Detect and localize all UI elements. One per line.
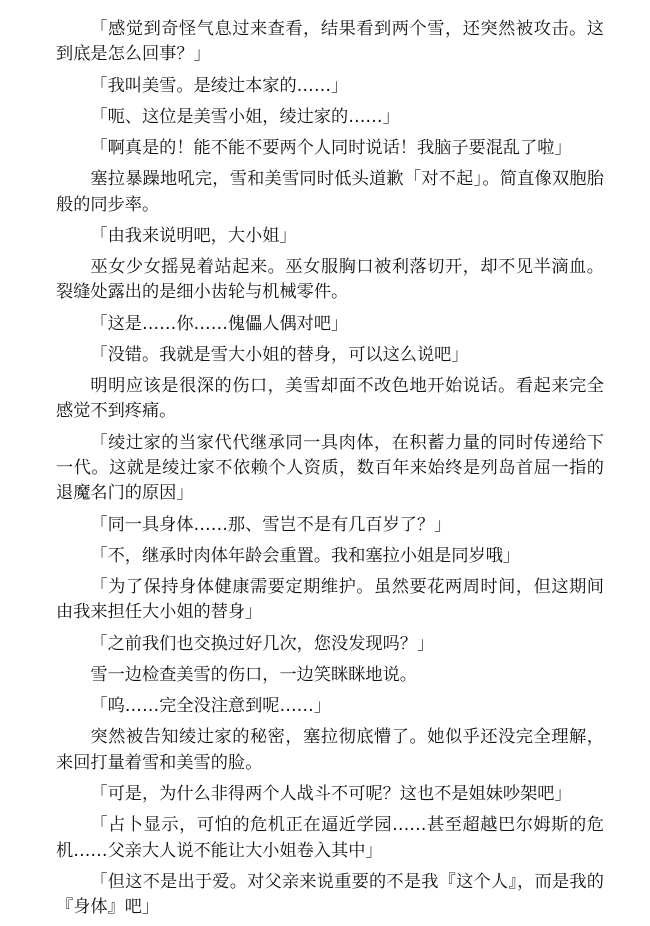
paragraph: 「不，继承时肉体年龄会重置。我和塞拉小姐是同岁哦」 [90, 545, 521, 566]
paragraph: 「这是……你……傀儡人偶对吧」 [90, 313, 349, 334]
paragraph: 突然被告知绫辻家的秘密，塞拉彻底懵了。她似乎还没完全理解，来回打量着雪和美雪的脸。 [56, 727, 604, 773]
paragraph: 「为了保持身体健康需要定期维护。虽然要花两周时间，但这期间由我来担任大小姐的替身」 [56, 577, 604, 623]
paragraph: 「我叫美雪。是绫辻本家的……」 [90, 75, 349, 96]
paragraph: 「没错。我就是雪大小姐的替身，可以这么说吧」 [90, 344, 469, 365]
paragraph: 「可是，为什么非得两个人战斗不可呢？这也不是姐妹吵架吧」 [90, 783, 572, 804]
paragraph: 雪一边检查美雪的伤口，一边笑眯眯地说。 [90, 664, 417, 685]
paragraph: 「之前我们也交换过好几次，您没发现吗？」 [90, 633, 435, 654]
paragraph: 「啊真是的！能不能不要两个人同时说话！我脑子要混乱了啦」 [90, 138, 572, 159]
paragraph: 「但这不是出于爱。对父亲来说重要的不是我『这个人』，而是我的『身体』吧」 [56, 871, 604, 918]
paragraph: 明明应该是很深的伤口，美雪却面不改色地开始说话。看起来完全感觉不到疼痛。 [56, 376, 604, 422]
paragraph: 「呜……完全没注意到呢……」 [90, 696, 332, 717]
paragraph: 「呃、这位是美雪小姐，绫辻家的……」 [90, 106, 400, 127]
paragraph: 「同一具身体……那、雪岂不是有几百岁了？」 [90, 514, 452, 535]
paragraph: 巫女少女摇晃着站起来。巫女服胸口被利落切开，却不见半滴血。裂缝处露出的是细小齿轮与机械零件。 [56, 257, 604, 303]
document-page [56, 17, 604, 926]
paragraph: 塞拉暴躁地吼完，雪和美雪同时低头道歉「对不起」。简直像双胞胎般的同步率。 [56, 169, 604, 215]
paragraph: 「绫辻家的当家代代继承同一具肉体，在积蓄力量的同时传递给下一代。这就是绫辻家不依赖个人资质，数百年来始终是列岛首屈一指的退魔名门的原因」 [56, 432, 604, 504]
paragraph: 「由我来说明吧，大小姐」 [90, 225, 297, 246]
paragraph: 「感觉到奇怪气息过来查看，结果看到两个雪，还突然被攻击。这到底是怎么回事？」 [56, 19, 604, 65]
paragraph: 「占卜显示，可怕的危机正在逼近学园……甚至超越巴尔姆斯的危机……父亲大人说不能让大小姐卷入其中」 [56, 815, 604, 861]
